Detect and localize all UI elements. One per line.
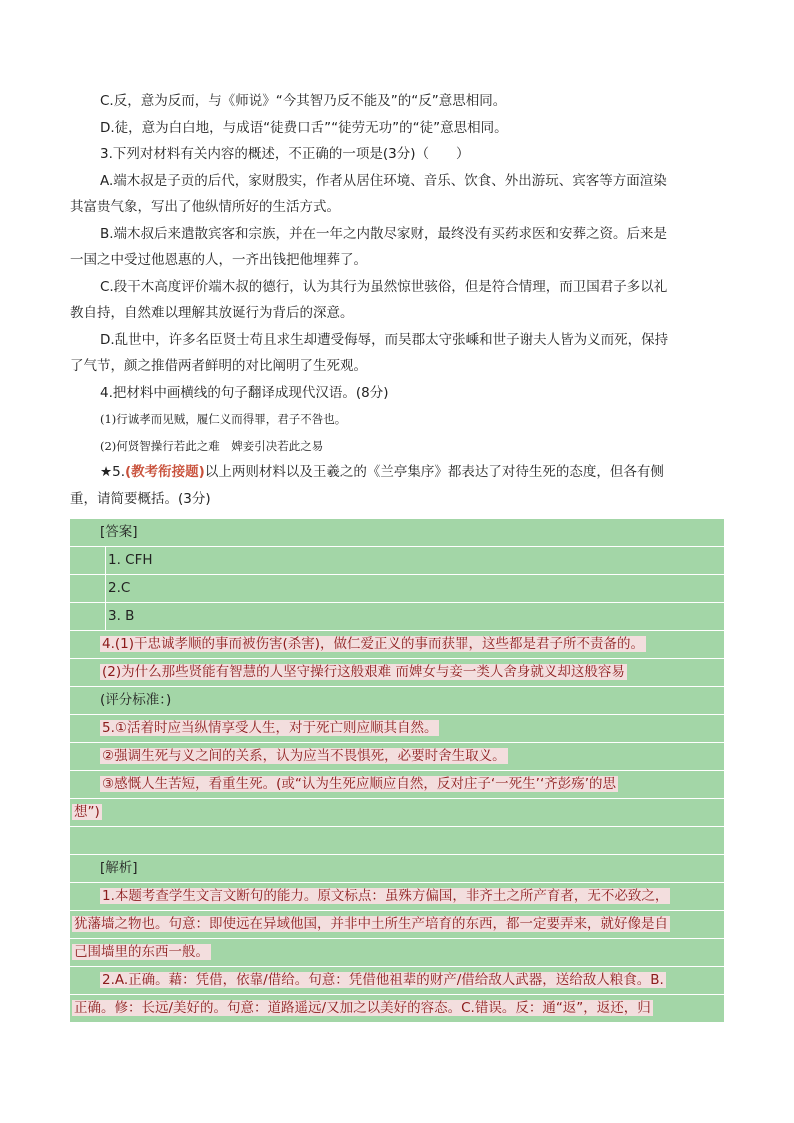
answer-row-5-2 — [70, 742, 724, 770]
q3-option-c-2: 教自持，自然难以理解其放诞行为背后的深意。 — [70, 305, 354, 321]
blank-row — [70, 826, 724, 854]
analysis-1b: 犹藩墙之物也。句意：即使远在异域他国，并非中土所生产培育的东西，都一定要弄来，就好像是自 — [74, 916, 668, 932]
question-3: 3.下列对材料有关内容的概述，不正确的一项是(3分)（ ） — [100, 146, 470, 162]
answer-header-row — [70, 518, 724, 546]
answer-1: 1. CFH — [108, 552, 153, 568]
question-4: 4.把材料中画横线的句子翻译成现代汉语。(8分) — [100, 384, 389, 401]
answer-row-5-1 — [70, 714, 724, 742]
answer-3: 3. B — [108, 608, 135, 624]
analysis-row-1a — [70, 882, 724, 910]
answer-5-3b: 想”) — [74, 804, 100, 820]
q3-option-b-1: B.端木叔后来遣散宾客和宗族，并在一年之内散尽家财，最终没有买药求医和安葬之资。后来是 — [100, 225, 668, 242]
q3-option-b-2: 一国之中受过他恩惠的人，一齐出钱把他埋葬了。 — [70, 252, 367, 268]
answer-row-4-1 — [70, 630, 724, 658]
analysis-header-row — [70, 854, 724, 882]
star-mark: ★5. — [100, 464, 125, 480]
answer-5-2: ②强调生死与义之间的关系，认为应当不畏惧死，必要时舍生取义。 — [102, 748, 506, 764]
analysis-row-2b — [70, 994, 724, 1022]
answer-block — [70, 518, 724, 1022]
analysis-header: [解析] — [100, 860, 138, 876]
answer-5-3a: ③感慨人生苦短，看重生死。(或“认为生死应顺应自然，反对庄子‘一死生’‘齐彭殇’的思 — [102, 776, 617, 792]
scoring-criteria: (评分标准：) — [100, 692, 172, 708]
answer-header: [答案] — [100, 524, 138, 540]
question-4-sentence-2: (2)何贤智操行若此之难 婢妾引决若此之易 — [100, 438, 324, 453]
analysis-row-1b — [70, 910, 724, 938]
answer-row-4-2 — [70, 658, 724, 686]
answer-row-1 — [70, 546, 724, 574]
q3-option-d-1: D.乱世中，许多名臣贤士苟且求生却遭受侮辱，而吴郡太守张嵊和世子谢夫人皆为义而死，保持 — [100, 331, 669, 348]
q3-option-d-2: 了气节，颜之推借两者鲜明的对比阐明了生死观。 — [70, 358, 367, 374]
option-d-line: D.徒，意为白白地，与成语“徒费口舌”“徒劳无功”的“徒”意思相同。 — [100, 119, 508, 136]
analysis-1a: 1.本题考查学生文言文断句的能力。原文标点：虽殊方偏国，非齐土之所产育者，无不必致之， — [102, 888, 669, 904]
answer-row-5-3a — [70, 770, 724, 798]
analysis-row-2a — [70, 966, 724, 994]
answer-2: 2.C — [108, 580, 131, 596]
question-4-sentence-1: (1)行诚孝而见贼，履仁义而得罪，君子不咎也。 — [100, 412, 347, 426]
answer-5-1: 5.①活着时应当纵情享受人生，对于死亡则应顺其自然。 — [102, 720, 438, 736]
question-5-text: 以上两则材料以及王羲之的《兰亭集序》都表达了对待生死的态度，但各有侧 — [204, 464, 664, 480]
question-tag: (教考衔接题) — [124, 464, 205, 480]
analysis-row-1c — [70, 938, 724, 966]
analysis-2b: 正确。修：长远/美好的。句意：道路遥远/又加之以美好的容态。C.错误。反：通“返”，返还，归 — [74, 1000, 651, 1016]
answer-row-3 — [70, 602, 724, 630]
q3-option-c-1: C.段干木高度评价端木叔的德行，认为其行为虽然惊世骇俗，但是符合情理，而卫国君子多以礼 — [100, 278, 668, 295]
answer-row-2 — [70, 574, 724, 602]
option-c-line: C.反，意为反而，与《师说》“今其智乃反不能及”的“反”意思相同。 — [100, 93, 507, 109]
q3-option-a-1: A.端木叔是子贡的后代，家财殷实，作者从居住环境、音乐、饮食、外出游玩、宾客等方面渲染 — [100, 172, 667, 189]
criteria-row — [70, 686, 724, 714]
q3-option-a-2: 其富贵气象，写出了他纵情所好的生活方式。 — [70, 199, 340, 215]
question-5-line-1 — [70, 459, 724, 486]
analysis-2a: 2.A.正确。藉：凭借，依靠/借给。句意：凭借他祖辈的财产/借给敌人武器，送给敌人粮食。B. — [102, 972, 664, 988]
answer-4-2: (2)为什么那些贤能有智慧的人坚守操行这般艰难 而婢女与妾一类人舍身就义却这般容易 — [102, 664, 625, 680]
answer-row-5-3b — [70, 798, 724, 826]
answer-4-1: 4.(1)干忠诚孝顺的事而被伤害(杀害)，做仁爱正义的事而获罪，这些都是君子所不责备的。 — [102, 636, 645, 652]
question-5-line-2: 重，请简要概括。(3分) — [70, 490, 211, 507]
document-page — [70, 88, 724, 1022]
analysis-1c: 己围墙里的东西一般。 — [74, 944, 209, 960]
